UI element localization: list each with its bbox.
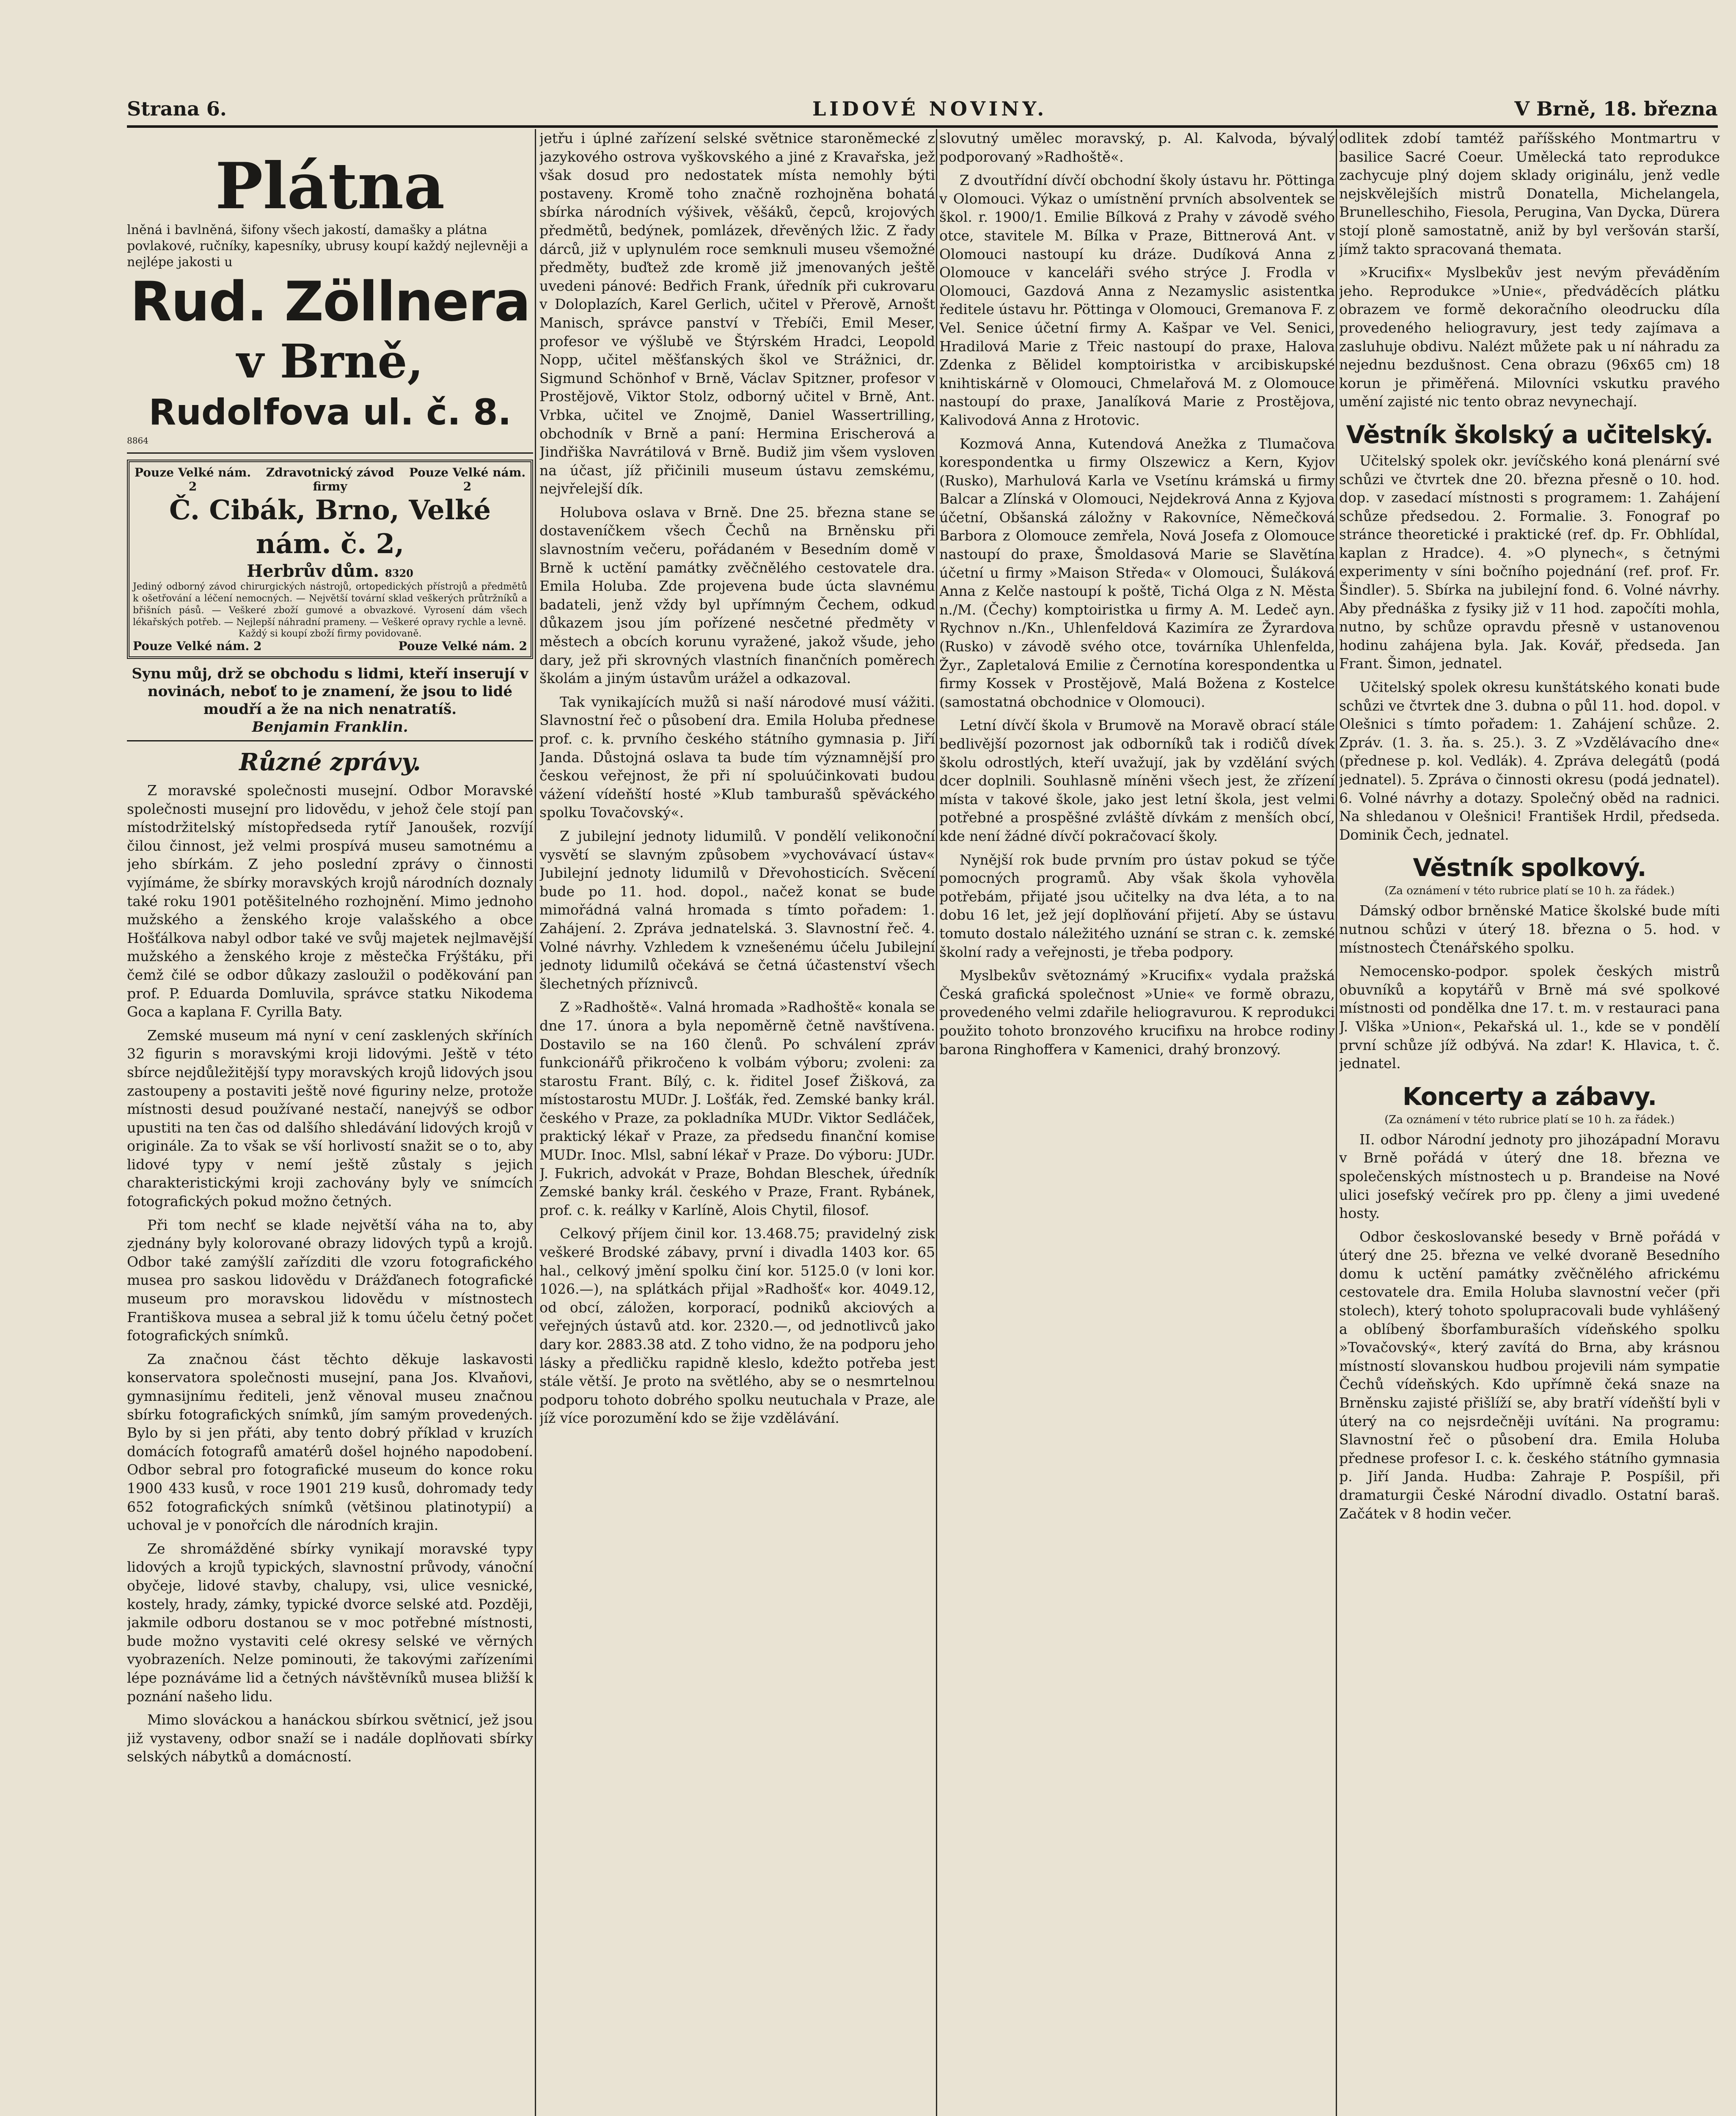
page-number: Strana 6.	[127, 97, 227, 120]
article-paragraph: Při tom nechť se klade největší váha na to, aby zjednány byly kolorované obrazy lidových typů a krojů. Odbor také zamýšlí zařízditi dle vzoru fotografického musea pro saskou lidovědu v Drážďanech fotografické museum pro moravskou lidovědu v místnostech Františkova musea a sebral již k tomu účelu četný počet fotografických snímků.	[127, 1216, 533, 1344]
article-paragraph: Odbor českoslovanské besedy v Brně pořádá v úterý dne 25. března ve velké dvoraně Besedního domu k uctění památky zvěčnělého africkému cestovatele dra. Emila Holuba slavnostní večer (při stolech), který tohoto spolupracovali bude vyhlášený a oblíbený šborfamburaších vídeňského spolku »Tovačovský«, který zavítá do Brna, aby krásnou místností slovanskou hudbou projevili nám sympatie Čechů vídeňských. Kdo upřímně čeká snaze na Brněnsku zajisté přišlíží se, aby bratří vídeňští byli v úterý na co nejsrdečněji uvítáni. Na programu: Slavnostní řeč o působení dra. Emila Holuba přednese profesor I. c. k. českého státního gymnasia p. Jiří Janda. Hudba: Zahraje P. Pospíšil, při dramaturgii České Národní divadlo. Ostatní baraš. Začátek v 8 hodin večer.	[1339, 1228, 1720, 1522]
article-paragraph: II. odbor Národní jednoty pro jihozápadní Moravu v Brně pořádá v úterý dne 18. března ve společenských místnostech u p. Brandeise na Nové ulici josefský večírek pro pp. členy a jimi uvedené hosty.	[1339, 1131, 1720, 1222]
article-paragraph: Ze shromážděné sbírky vynikají moravské typy lidových a krojů typických, slavnostní průvody, vánoční obyčeje, lidové stavby, chalupy, vsi, ulice vesnické, kostely, hrady, zámky, typické dvorce selské atd. Později, jakmile odboru dostanou se v moc potřebné místnosti, bude možno vystaviti celé okresy selské ve věrných vyobrazeních. Nelze pominouti, že takovými zařízeními lépe poznáváme lid a četných návštěvníků musea bližší k poznání našeho lidu.	[127, 1540, 533, 1705]
section-koncerty: Koncerty a zábavy.	[1402, 1082, 1657, 1111]
article-paragraph: Zemské museum má nyní v cení zasklených skříních 32 figurin s moravskými kroji lidovými. Ještě v této sbírce nejdůležitější typy moravských krojů lidových jsou zastoupeny a postaviti ještě nové figuriny nelze, protože místnosti desud používané nestačí, nanejvýš se odbor upustiti na ten čas od dalšího shledávání lidových krojů v originále. Za to však se vší horlivostí snažit se o to, aby lidové typy v nemí ještě zůstaly s jejich charakteristickými kroji zachovány byly ve snímcích fotografických pokud možno četných.	[127, 1027, 533, 1210]
ad-cibak-top-center: Zdravotnický závod firmy	[266, 466, 394, 493]
section-ruzne-zpravy: Různé zprávy.	[239, 748, 421, 776]
ad-cibak-code: 8320	[385, 567, 413, 579]
section-vestnik-skolsky: Věstník školský a učitelský.	[1346, 420, 1713, 449]
ad-platna	[127, 129, 533, 454]
ad-firm: Rud. Zöllnera	[130, 270, 530, 333]
ad-cibak-bottom-center: Každý si koupí zboží firmy povidovaně.	[238, 628, 422, 639]
ad-cibak-top-right: Pouze Velké nám. 2	[409, 466, 526, 493]
article-paragraph: Myslbekův světoznámý »Krucifix« vydala pražská Česká grafická společnost »Unie« ve formě obrazu, provedeného velmi zdařile heliogravurou. K reprodukci použito tohoto bronzového krucifixu na hrobce rodiny barona Ringhoffera v Kamenici, drahý bronzový.	[939, 967, 1335, 1058]
article-paragraph: slovutný umělec moravský, p. Al. Kalvoda, bývalý podporovaný »Radhoště«.	[939, 130, 1335, 165]
ad-cibak	[127, 460, 533, 659]
article-paragraph: Tak vynikajících mužů si naší národové musí vážiti. Slavnostní řeč o působení dra. Emila Holuba přednese prof. c. k. prvního českého státního gymnasia p. Jiří Janda. Důstojná oslava ta bude tím významnější pro českou veřejnost, že při ní spoluúčinkovati budou vážení vídeňští hosté »Klub tamburašů spěváckého spolku Tovačovský«.	[539, 693, 935, 821]
newspaper-title: LIDOVÉ NOVINY.	[812, 97, 1048, 120]
quote-author: Benjamin Franklin.	[252, 719, 408, 736]
ad-cibak-bottom-left: Pouze Velké nám. 2	[133, 639, 262, 653]
ad-cibak-name: Č. Cibák, Brno, Velké nám. č. 2,	[169, 494, 491, 560]
column-1	[127, 129, 533, 2116]
article-paragraph: Učitelský spolek okresu kunštátského konati bude schůzi ve čtvrtek dne 3. dubna o půl 11. hod. dopol. v Olešnici s tímto pořadem: 1. Zahájení schůze. 2. Zpráv. (1. 3. ňa. s. 25.). 3. Z »Vzdělávacího dne« (přednese p. kol. Vedlák). 4. Zpráva delegátů (podá jednatel). 5. Zpráva o činnosti okresu (podá jednatel). 6. Volné návrhy a dotazy. Společný oběd na radnici. Na shledanou v Olešnici! František Hrdil, předseda. Dominik Čech, jednatel.	[1339, 679, 1720, 843]
header-rule	[127, 125, 1718, 128]
article-paragraph: Nemocensko-podpor. spolek českých mistrů obuvníků a kopytářů v Brně má své spolkové místnosti od pondělka dne 17. t. m. v restauraci pana J. Vlška »Union«, Pekařská ul. 1., kde se v pondělí první schůze jíž odbývá. Na zdar! K. Hlavica, t. č. jednatel.	[1339, 963, 1720, 1072]
article-paragraph: Celkový příjem činil kor. 13.468.75; pravidelný zisk veškeré Brodské zábavy, první i divadla 1403 kor. 65 hal., celkový jmění spolku činí kor. 5125.0 (v loni kor. 1026.—), na splátkách přijal »Radhošť« kor. 4049.12, od obcí, záložen, korporací, podniků akciových a veřejných ústavů atd. kor. 2320.—, od jednotlivců jako dary kor. 2883.38 atd. Z toho vidno, že na podporu jeho lásky a předličku rapidně kleslo, kdežto potřeba jest stále větší. Je proto na světlého, aby se o nesmrtelnou podporu tohoto dobrého spolku neutuchala v Praze, ale jíž více porozumění kdo se žije vzdělávání.	[539, 1225, 935, 1427]
masthead	[127, 97, 1718, 127]
ad-headline: Plátna	[215, 149, 445, 223]
ad-cibak-desc: Jediný odborný závod chirurgických nástrojů, ortopedických přístrojů a předmětů k ošetřování a léčení nemocných. — Největší tovární sklad veškerých průtržníků a břišních pásů. — Veškeré zboží gumové a obvazkové. Vyrosení dám všech lékařských potřeb. — Nejlepší náhradní prameny. — Veškeré opravy rychle a levně.	[133, 581, 527, 628]
column-divider	[936, 129, 937, 2116]
article-paragraph: jetřu i úplné zařízení selské světnice staroněmecké z jazykového ostrova vyškovského a jiné z Kravařska, jež však dosud pro nedostatek místa nemohly býti postaveny. Kromě toho značně rozhojněna bohatá sbírka národních výšivek, věšáků, čepců, krojových předmětů, bedýnek, pomlázek, dřevěných lžic. Z řady dárců, již v uplynulém roce semknuli museu všemožné předměty, buďtež zde kromě již jmenovaných ještě uvedeni pánové: Bedřich Frank, úředník při cukrovaru v Doloplazích, Karel Gerlich, učitel v Přerově, Arnošt Manisch, správce panství v Třebíči, Emil Meser, profesor ve výšlubě ve Štýrském Hradci, Leopold Nopp, učitel měšťanských škol ve Strážnici, dr. Sigmund Schönhof v Brně, Václav Spitzner, profesor v Prostějově, Viktor Stolz, odborný učitel v Brně, Ant. Vrbka, učitel ve Znojmě, Daniel Wassertrilling, obchodník v Brně a paní: Hermina Erischerová a Jindřiška Navrátilová v Brně. Budiž jim všem vysloven na účast, jíž přičinili museum ústavu zemskému, nejvřelejší dík.	[539, 130, 935, 497]
article-paragraph: »Krucifix« Myslbekův jest nevým převáděním jeho. Reprodukce »Unie«, předváděcích plátku obrazem ve formě dekoračního oleodrucku díla provedeného heliogravury, jest tedy zajímava a zasluhuje obdivu. Nalézt můžete pak u ní náhradu za nejednu bezdušnost. Cena obrazu (96x65 cm) 18 korun je přiměřená. Milovníci vskutku pravého umění zajisté nic tento obraz nevynechají.	[1339, 264, 1720, 410]
article-paragraph: Nynější rok bude prvním pro ústav pokud se týče pomocných programů. Aby však škola vyhověla potřebám, přijaté jsou učitelky na dva léta, a to na dobu 16 let, jež její doplňování přijetí. Aby se ústavu tomuto dostalo náležitého uznání se stran c. k. zemské školní rady a veřejnosti, je třeba podpory.	[939, 851, 1335, 960]
ad-city: v Brně,	[237, 334, 424, 388]
article-paragraph: Za značnou část těchto děkuje laskavosti konservatora společnosti musejní, pana Jos. Klvaňovi, gymnasijnímu řediteli, jenž věnoval museu značnou sbírku fotografických snímků, jím samým provedených. Bylo by si jen přáti, aby tento dobrý příklad v kruzích domácích fotografů amatérů došel hojného napodobení. Odbor sebral pro fotografické museum do konce roku 1900 433 kusů, v roce 1901 219 kusů, dohromady tedy 652 fotografických snímků (většinou platinotypií) a uchoval je v ponořcích dle národních krajin.	[127, 1350, 533, 1534]
article-paragraph: Dámský odbor brněnské Matice školské bude míti nutnou schůzi v úterý 18. března o 5. hod. v místnostech Čtenářského spolku.	[1339, 902, 1720, 956]
issue-date: V Brně, 18. března	[1514, 97, 1718, 120]
franklin-quote	[127, 665, 533, 741]
article-paragraph: Letní dívčí škola v Brumově na Moravě obrací stále bedlivější pozornost jak odborníků tak i rodičů dívek školu odrostlých, kteří uvažují, jak by vzdělání svých dcer doplnili. Souhlasně míněni všech jest, že zřízení místa v takové škole, jako jest letní škola, jest velmi potřebné a prospěšné zvláště dívkám z menších obcí, kde není žádné dívčí pokračovací školy.	[939, 717, 1335, 844]
article-paragraph: Z jubilejní jednoty lidumilů. V pondělí velikonoční vysvětí se slavným způsobem »vychovávací ústav« Jubilejní jednoty lidumilů v Dřevohosticích. Svěcení bude po 11. hod. dopol., načež konat se bude mimořádná valná hromada s tímto pořadem: 1. Zahájení. 2. Zpráva jednatelská. 3. Slavnostní řeč. 4. Volné návrhy. Vzhledem k vznešenému účelu Jubilejní jednoty lidumilů očekává se četná účastenství všech šlechetných příznivců.	[539, 827, 935, 992]
ad-cibak-house: Herbrův dům.	[247, 561, 380, 581]
article-paragraph: odlitek zdobí tamtéž paříšského Montmartru v basilice Sacré Coeur. Umělecká tato reprodukce zachycuje plný dojem sklady originálu, jenž vedle nejskvělejších mistrů Donatella, Michelangela, Brunelleschiho, Fiesola, Perugina, Van Dycka, Dürera stojí ploně samostatně, aniž by byl veršován starší, jímž takto spracovaná themata.	[1339, 130, 1720, 257]
quote-text: Synu můj, drž se obchodu s lidmi, kteří inserují v novinách, neboť to je znamení, že jsou to lidé moudří a že na nich nenatratíš.	[132, 665, 528, 718]
ad-code: 8864	[127, 435, 149, 446]
ad-text: lněná i bavlněná, šifony všech jakostí, damašky a plátna povlakové, ručníky, kapesníky, ubrusy koupí každý nejlevněji a nejlépe jakosti u	[127, 223, 528, 270]
article-paragraph: Kozmová Anna, Kutendová Anežka z Tlumačova korespondentka u firmy Olszewicz a Kern, Kyjov (Rusko), Marhulová Karla ve Vsetínu krámská u firmy Balcar a Zlínská v Olomouci, Nejdekrová Anna z Kyjova účetní, Obšanská záložny v Rakovníce, Němečková Barbora z Olomouce zemřela, Nová Josefa z Olomouce nastoupí do praxe, Šmoldasová Marie se Slavětína účetní u firmy »Maison Středa« v Olomouci, Šuláková Anna z Kelče nastoupí k poště, Tichá Olga z N. Města n./M. (Čechy) komptoiristka u firmy A. M. Ledeč ayn. Rychnov n./Kn., Uhlenfeldová Kazimíra ze Žyrardova (Rusko) v závodě svého otce, továrníka Uhlenfelda, Žyr., Zapletalová Emilie z Černotína korespondentka u firmy Kossek v Prostějově, Malá Božena z Kostelce (samostatná obchodnice v Olomouci).	[939, 435, 1335, 710]
column-4	[1339, 129, 1720, 2116]
article-paragraph: Mimo slováckou a hanáckou sbírkou světnicí, jež jsou již vystaveny, odbor snaží se i nadále doplňovati sbírky selských nábytků a domácností.	[127, 1711, 533, 1765]
article-paragraph: Učitelský spolek okr. jevíčského koná plenární své schůzi ve čtvrtek dne 20. března přesně o 10. hod. dop. v zasedací místnosti s programem: 1. Zahájení schůze předsedou. 2. Formalie. 3. Fonograf po stránce theoretické i praktické (ref. dp. Fr. Obhlídal, kaplan z Hradce). 4. »O plynech«, s četnými experimenty v síni bočního pojednání (ref. prof. Fr. Šindler). 5. Sbírka na jubilejní fond. 6. Volné návrhy. Aby přednáška z fysiky již v 11 hod. započíti mohla, nutno, by schůze opravdu přesně v ustanovenou hodinu zahájena byla. Jak. Kovář, předseda. Jan Frant. Šimon, jednatel.	[1339, 452, 1720, 672]
section-vestnik-spolkovy: Věstník spolkový.	[1413, 853, 1646, 882]
column-2	[539, 129, 935, 2116]
column-3	[939, 129, 1335, 2116]
ad-cibak-bottom-right: Pouze Velké nám. 2	[398, 639, 527, 653]
article-paragraph: Holubova oslava v Brně. Dne 25. března stane se dostaveníčkem všech Čechů na Brněnsku při slavnostním večeru, pořádaném v Besedním domě v Brně k uctění památky zvěčnělého cestovatele dra. Emila Holuba. Zde projevena bude úcta slavnému badateli, jenž vždy byl upřímným Čechem, odkud důkazem jsou jím pořízené nesčetné předměty v městech a obcích korunu vyražené, jakož všude, jeho dary, jež při skrovných vlastních finančních poměrech školám a jiným ústavům urážel a odkazoval.	[539, 504, 935, 687]
article-paragraph: Z moravské společnosti musejní. Odbor Moravské společnosti musejní pro lidovědu, v jehož čele stojí pan místodržitelský místopředseda rytíř Janoušek, rozvíjí čilou činnost, jež velmi prospívá museu samotnému a jeho sbírkám. Z jeho poslední zprávy o činnosti vyjímáme, že sbírky moravských krojů národních doznaly také roku 1901 potěšitelného rozhojnění. Mimo jednoho mužského a ženského kroje valašského a obce Hošťálkova nabyl odbor také ve svůj majetek nejlmavější mužského a ženského kroje z městečka Frýštáku, při čemž čilé se odbor důkazy zasloužil o poděkování pan prof. P. Eduarda Domluvila, správce statku Nikodema Goca a kaplana F. Cyrilla Baty.	[127, 782, 533, 1020]
article-paragraph: Z »Radhoště«. Valná hromada »Radhoště« konala se dne 17. února a byla nepoměrně četně navštívena. Dostavilo se na 160 členů. Po schválení zpráv funkcionářů přikročeno k volbám výboru; zvoleni: za starostu Frant. Bílý, c. k. řiditel Josef Žišková, za místostarostu MUDr. J. Lošťák, řed. Zemské banky král. českého v Praze, za pokladníka MUDr. Viktor Sedláček, praktický lékař v Praze, za předsedu finanční komise MUDr. Inoc. Mlsl, sabní lékař v Praze. Do výboru: JUDr. J. Fukrich, advokát v Praze, Bohdan Bleschek, úředník Zemské banky král. českého v Praze, Frant. Rybánek, prof. c. k. reálky v Karlíně, Alois Chytil, filosof.	[539, 999, 935, 1218]
section-note: (Za oznámení v této rubrice platí se 10 h. za řádek.)	[1384, 884, 1675, 898]
column-divider	[535, 129, 536, 2116]
ad-cibak-top-left: Pouze Velké nám. 2	[134, 466, 251, 493]
ad-street: Rudolfova ul. č. 8.	[149, 391, 512, 433]
article-paragraph: Z dvoutřídní dívčí obchodní školy ústavu hr. Pöttinga v Olomouci. Výkaz o umístnění prvních absolventek se škol. r. 1900/1. Emilie Bílková z Prahy v závodě svého otce, stavitele M. Bílka v Praze, Bittnerová Ant. v Olomouci nastoupí ku dráze. Dudíková Anna z Olomouce v kanceláři svého strýce J. Frodla v Olomouci, Gazdová Anna z Nezamyslic asistentka ředitele ústavu hr. Pöttinga v Olomouci, Gremanova F. z Vel. Senice účetní firmy A. Kašpar ve Vel. Senici, Hradilová Marie z Třeic nastoupí do praxe, Halova Zdenka z Bělidel komptoiristka v arcibiskupské knihtiskárně v Olomouci, Chmelařová M. z Olomouce nastoupí do praxe, Janalíková Marie z Prostějova, Kalivodová Anna z Hrotovic.	[939, 172, 1335, 428]
section-note: (Za oznámení v této rubrice platí se 10 h. za řádek.)	[1384, 1113, 1675, 1126]
column-divider	[1336, 129, 1337, 2116]
